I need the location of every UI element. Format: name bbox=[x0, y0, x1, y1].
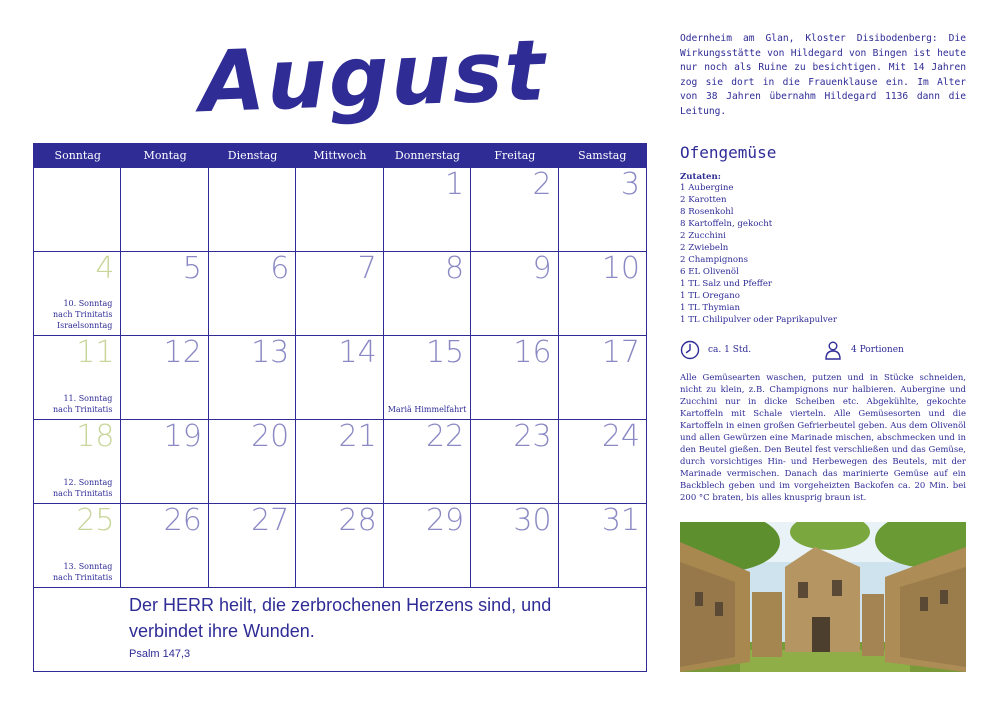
time-label: ca. 1 Std. bbox=[708, 345, 752, 355]
day-cell bbox=[559, 504, 646, 588]
day-cell bbox=[296, 252, 383, 336]
weekday-label: Samstag bbox=[578, 149, 627, 162]
right-column bbox=[680, 32, 966, 504]
day-cell bbox=[34, 504, 121, 588]
day-cell bbox=[121, 168, 208, 252]
weekday-header bbox=[34, 144, 646, 168]
day-cell bbox=[34, 168, 121, 252]
ingredient-item: 2 Karotten bbox=[680, 195, 727, 205]
ingredients-heading: Zutaten: bbox=[680, 172, 721, 182]
day-cell bbox=[296, 504, 383, 588]
person-icon bbox=[823, 340, 843, 360]
day-cell bbox=[209, 504, 296, 588]
day-number: 30 bbox=[513, 503, 552, 538]
servings-label: 4 Portionen bbox=[851, 345, 904, 355]
recipe-meta bbox=[680, 338, 966, 362]
day-number: 23 bbox=[513, 419, 552, 454]
day-number: 15 bbox=[425, 335, 465, 370]
servings-info bbox=[823, 340, 966, 360]
day-cell bbox=[34, 252, 121, 336]
intro-text: Odernheim am Glan, Kloster Disibodenberg: Die Wirkungsstätte von Hildegard von Bingen ist heute nur noch als Ruine zu besichtigen. Mit 14 Jahren zog sie dort in die Frauenklause ein. Im Alter von 38 Jahren übernahm Hildegard 1136 dann die Leitung. bbox=[680, 33, 966, 117]
day-number: 11 bbox=[76, 335, 115, 370]
bible-verse: Der HERR heilt, die zerbrochenen Herzens sind, und verbindet ihre Wunden. bbox=[129, 595, 552, 641]
day-number: 27 bbox=[251, 503, 290, 538]
day-number: 5 bbox=[182, 251, 202, 286]
day-cell bbox=[559, 336, 646, 420]
day-number: 17 bbox=[601, 335, 640, 370]
day-cell bbox=[471, 336, 558, 420]
verse-reference: Psalm 147,3 bbox=[129, 648, 191, 660]
day-cell bbox=[121, 504, 208, 588]
day-cell bbox=[121, 420, 208, 504]
day-cell bbox=[559, 420, 646, 504]
ingredient-item: 6 EL Olivenöl bbox=[680, 267, 739, 277]
ingredient-item: 1 TL Salz und Pfeffer bbox=[680, 279, 773, 289]
day-number: 22 bbox=[425, 419, 465, 454]
day-number: 4 bbox=[95, 251, 115, 286]
day-cell bbox=[384, 252, 471, 336]
ingredient-item: 1 TL Oregano bbox=[680, 291, 740, 301]
day-number: 31 bbox=[601, 503, 640, 538]
clock-icon bbox=[680, 340, 700, 360]
day-number: 16 bbox=[513, 335, 552, 370]
weekday-label: Montag bbox=[143, 149, 187, 162]
day-note: 11. Sonntag nach Trinitatis bbox=[53, 394, 113, 414]
weekday-label: Sonntag bbox=[54, 149, 101, 162]
day-cell bbox=[384, 168, 471, 252]
day-cell bbox=[121, 336, 208, 420]
day-note: 10. Sonntag nach Trinitatis Israelsonntag bbox=[53, 299, 113, 330]
recipe-title: Ofengemüse bbox=[680, 143, 777, 162]
day-cell bbox=[209, 168, 296, 252]
weekday-label: Mittwoch bbox=[313, 149, 367, 162]
ingredient-list bbox=[680, 182, 966, 326]
day-note: 13. Sonntag nach Trinitatis bbox=[53, 562, 113, 582]
day-number: 1 bbox=[445, 167, 465, 202]
month-title: August bbox=[198, 21, 549, 132]
day-cell bbox=[296, 336, 383, 420]
ingredient-item: 1 Aubergine bbox=[680, 183, 734, 193]
day-cell bbox=[471, 168, 558, 252]
ingredient-item: 2 Champignons bbox=[680, 255, 748, 265]
day-cell bbox=[209, 252, 296, 336]
day-number: 25 bbox=[76, 503, 115, 538]
day-number: 9 bbox=[532, 251, 552, 286]
day-number: 19 bbox=[163, 419, 202, 454]
weekday-label: Dienstag bbox=[227, 149, 278, 162]
day-number: 3 bbox=[620, 167, 640, 202]
ingredient-item: 2 Zwiebeln bbox=[680, 243, 729, 253]
ruin-illustration bbox=[680, 522, 966, 672]
day-number: 28 bbox=[338, 503, 377, 538]
calendar-days bbox=[34, 168, 646, 588]
day-note: 12. Sonntag nach Trinitatis bbox=[53, 478, 113, 498]
recipe-instructions: Alle Gemüsearten waschen, putzen und in Stücke schneiden, nicht zu klein, z.B. Champignons nur halbieren. Aubergine und Zucchini nur in dicke Scheiben etc. Abgekühlte, gekochte Kartoffeln mit Schale vierteln. Alle Gemüsesorten und die Kartoffeln in einen großen Gefrierbeutel geben. Aus dem Olivenöl und allen Gewürzen eine Marinade mischen, abschmecken und in den Beutel gießen. Den Beutel fest verschließen und das Gemüse, durch vorsichtiges Hin- und Herbewegen des Beutels, mit der Marinade vermischen. Danach das marinierte Gemüse auf ein Backblech geben und im vorgeheizten Backofen ca. 20 Min. bei 200 °C braten, bis alles knusprig braun ist. bbox=[680, 373, 966, 503]
day-number: 20 bbox=[251, 419, 290, 454]
day-cell bbox=[384, 336, 471, 420]
day-cell bbox=[296, 420, 383, 504]
day-cell bbox=[34, 420, 121, 504]
time-info bbox=[680, 340, 823, 360]
day-cell bbox=[121, 252, 208, 336]
day-number: 26 bbox=[163, 503, 202, 538]
day-number: 14 bbox=[338, 335, 377, 370]
ingredient-item: 1 TL Thymian bbox=[680, 303, 741, 313]
day-number: 2 bbox=[532, 167, 552, 202]
day-cell bbox=[209, 420, 296, 504]
day-note: Mariä Himmelfahrt bbox=[387, 405, 467, 414]
day-number: 7 bbox=[357, 251, 377, 286]
day-number: 8 bbox=[445, 251, 465, 286]
weekday-label: Freitag bbox=[494, 149, 536, 162]
ingredient-item: 1 TL Chilipulver oder Paprikapulver bbox=[680, 315, 837, 325]
day-cell bbox=[384, 420, 471, 504]
verse-box bbox=[34, 586, 646, 671]
day-cell bbox=[559, 252, 646, 336]
ingredient-item: 8 Rosenkohl bbox=[680, 207, 734, 217]
ingredient-item: 8 Kartoffeln, gekocht bbox=[680, 219, 773, 229]
day-number: 29 bbox=[425, 503, 465, 538]
day-cell bbox=[209, 336, 296, 420]
day-number: 6 bbox=[270, 251, 290, 286]
day-cell bbox=[384, 504, 471, 588]
day-number: 12 bbox=[163, 335, 202, 370]
day-number: 21 bbox=[338, 419, 377, 454]
day-cell bbox=[471, 504, 558, 588]
weekday-label: Donnerstag bbox=[394, 149, 460, 162]
day-cell bbox=[471, 252, 558, 336]
day-cell bbox=[559, 168, 646, 252]
day-number: 24 bbox=[601, 419, 640, 454]
day-cell bbox=[34, 336, 121, 420]
day-number: 18 bbox=[76, 419, 115, 454]
ingredient-item: 2 Zucchini bbox=[680, 231, 726, 241]
day-cell bbox=[471, 420, 558, 504]
day-number: 10 bbox=[601, 251, 640, 286]
calendar-grid bbox=[33, 143, 647, 672]
day-number: 13 bbox=[251, 335, 290, 370]
monastery-ruin-photo bbox=[680, 522, 966, 672]
day-cell bbox=[296, 168, 383, 252]
